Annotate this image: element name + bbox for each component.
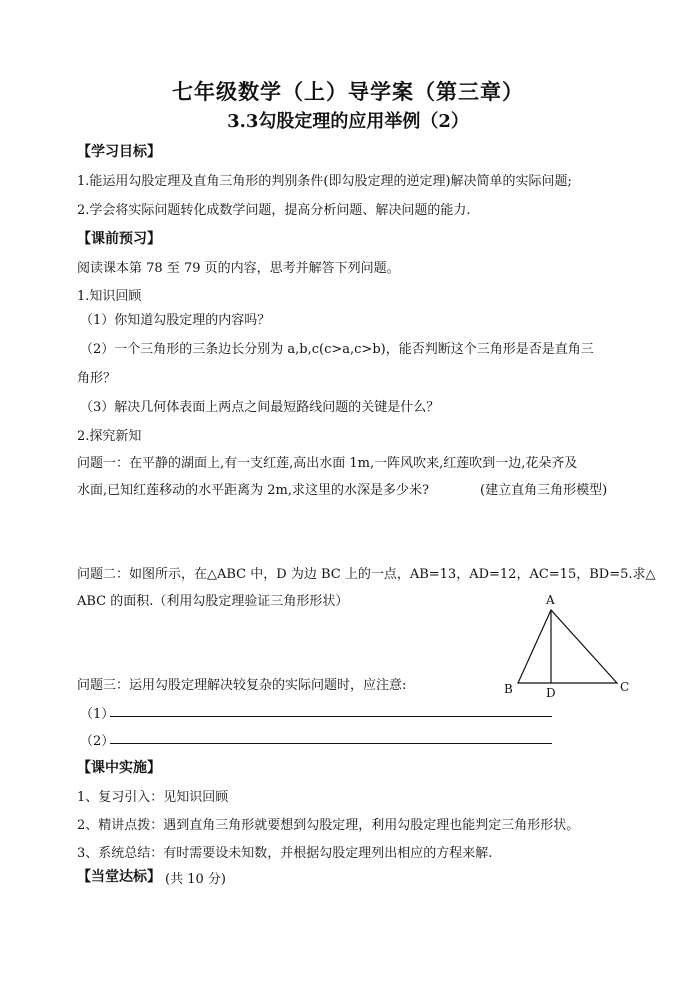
vertex-b-label: B <box>504 682 513 696</box>
problem-2-line-1: 问题二：如图所示，在△ABC 中，D 为边 BC 上的一点，AB=13，AD=12，AC=15，BD=5.求△ <box>77 567 656 582</box>
vertex-a-label: A <box>546 593 555 607</box>
question-1: （1）你知道勾股定理的内容吗？ <box>80 313 271 328</box>
problem-1-line-1: 问题一：在平静的湖面上,有一支红莲,高出水面 1m,一阵风吹来,红莲吹到一边,花朵齐及 <box>77 456 578 471</box>
blank-2-label: （2） <box>80 734 115 749</box>
preview-intro: 阅读课本第 78 至 79 页的内容，思考并解答下列问题。 <box>77 261 400 276</box>
vertex-c-label: C <box>620 680 630 694</box>
answer-blank-2[interactable] <box>110 743 552 744</box>
problem-1-line-2: 水面,已知红莲移动的水平距离为 2m,求这里的水深是多少米? <box>77 483 429 498</box>
in-class-item-2: 2、精讲点拨：遇到直角三角形就要想到勾股定理，利用勾股定理也能判定三角形形状。 <box>77 818 580 833</box>
objective-item-2: 2.学会将实际问题转化成数学问题，提高分析问题、解决问题的能力. <box>77 203 471 218</box>
triangle-abc <box>518 610 617 683</box>
in-class-item-3: 3、系统总结：有时需要设未知数，并根据勾股定理列出相应的方程来解. <box>77 846 493 861</box>
page-title: 七年级数学（上）导学案（第三章） <box>172 79 524 104</box>
review-title: 1.知识回顾 <box>77 289 142 304</box>
assessment-heading: 【当堂达标】 <box>77 869 161 885</box>
question-3: （3）解决几何体表面上两点之间最短路线问题的关键是什么？ <box>80 400 440 415</box>
objectives-heading: 【学习目标】 <box>77 144 161 160</box>
assessment-points: (共 10 分) <box>165 872 226 887</box>
problem-3: 问题三：运用勾股定理解决较复杂的实际问题时，应注意: <box>77 678 407 693</box>
objective-item-1: 1.能运用勾股定理及直角三角形的判别条件(即勾股定理的逆定理)解决简单的实际问题; <box>77 174 572 189</box>
preview-heading: 【课前预习】 <box>77 231 161 247</box>
problem-2-line-2: ABC 的面积.（利用勾股定理验证三角形形状） <box>77 594 349 609</box>
problem-1-note: (建立直角三角形模型) <box>480 483 608 498</box>
question-2-line-2: 角形？ <box>77 371 117 386</box>
question-2-line-1: （2）一个三角形的三条边长分别为 a,b,c(c>a,c>b)，能否判断这个三角形是否是直角三 <box>80 342 594 357</box>
lesson-subtitle: 3.3勾股定理的应用举例（2） <box>227 111 469 132</box>
answer-blank-1[interactable] <box>110 716 552 717</box>
point-d-label: D <box>546 686 556 700</box>
explore-title: 2.探究新知 <box>77 429 142 444</box>
in-class-heading: 【课中实施】 <box>77 760 161 776</box>
blank-1-label: （1） <box>80 707 115 722</box>
in-class-item-1: 1、复习引入：见知识回顾 <box>77 790 229 805</box>
triangle-figure <box>500 590 640 702</box>
